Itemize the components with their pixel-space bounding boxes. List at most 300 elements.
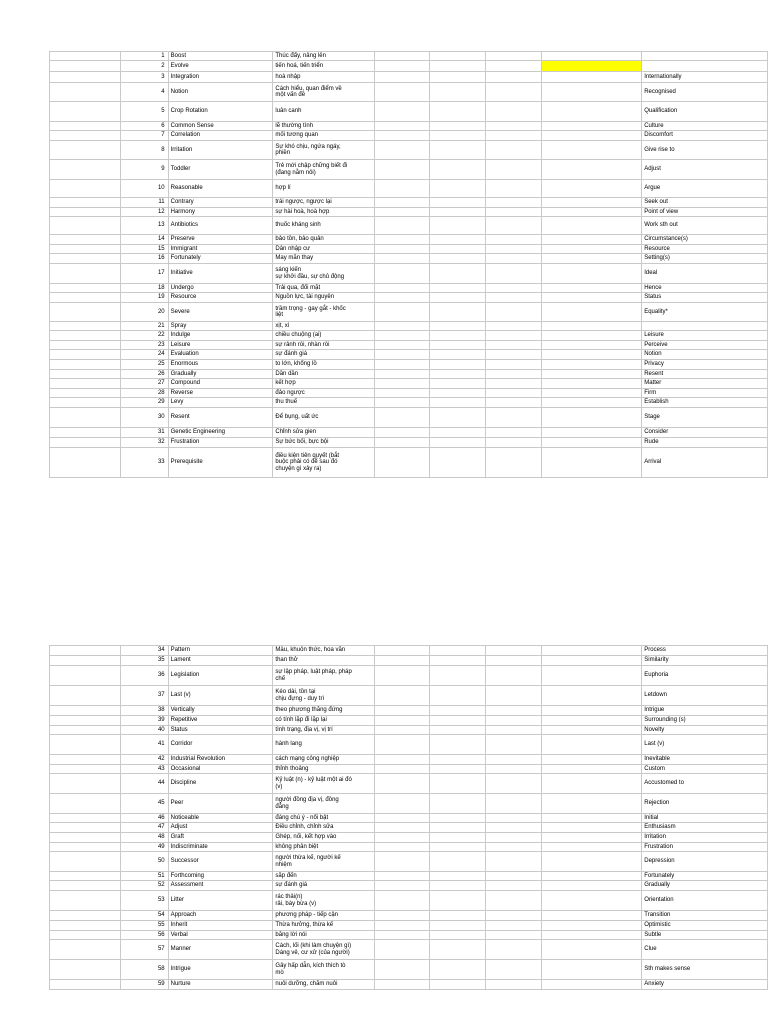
empty-cell	[485, 814, 541, 823]
empty-cell	[541, 350, 642, 360]
empty-cell	[50, 72, 121, 83]
empty-cell	[485, 706, 541, 716]
meaning-cell: kết hợp	[273, 379, 375, 389]
vocab-row	[50, 980, 768, 990]
word2-cell: Novelty	[642, 726, 768, 735]
vocab-row	[50, 341, 768, 350]
meaning-cell: Nguồn lực, tài nguyên	[273, 293, 375, 303]
meaning-cell: Trẻ mới chập chững biết đi (đang nằm nôi)	[273, 160, 375, 180]
word2-cell: Establish	[642, 398, 768, 408]
empty-cell	[50, 438, 121, 448]
word2-cell: Frustration	[642, 843, 768, 852]
word-cell: Status	[168, 726, 273, 735]
empty-cell	[429, 814, 485, 823]
row-number: 33	[120, 448, 168, 478]
empty-cell	[375, 408, 430, 428]
row-number: 59	[120, 980, 168, 990]
empty-cell	[485, 398, 541, 408]
word2-cell: Initial	[642, 814, 768, 823]
empty-cell	[429, 911, 485, 921]
empty-cell	[50, 52, 121, 61]
empty-cell	[429, 141, 485, 160]
meaning-cell: than thở	[273, 656, 375, 666]
word2-cell: Intrigue	[642, 706, 768, 716]
empty-cell	[375, 180, 430, 198]
vocab-table-2	[49, 645, 768, 990]
meaning-cell: to lớn, khổng lồ	[273, 360, 375, 370]
empty-cell	[375, 656, 430, 666]
word2-cell	[642, 61, 768, 72]
row-number: 14	[120, 235, 168, 245]
vocab-row	[50, 379, 768, 389]
empty-cell	[485, 774, 541, 794]
empty-cell	[541, 646, 642, 656]
empty-cell	[375, 940, 430, 960]
row-number: 7	[120, 131, 168, 141]
empty-cell	[429, 122, 485, 131]
row-number: 1	[120, 52, 168, 61]
empty-cell	[541, 198, 642, 208]
empty-cell	[541, 735, 642, 755]
row-number: 12	[120, 208, 168, 217]
empty-cell	[50, 881, 121, 891]
empty-cell	[429, 686, 485, 706]
meaning-cell: sự hài hoà, hoà hợp	[273, 208, 375, 217]
empty-cell	[541, 428, 642, 438]
row-number: 29	[120, 398, 168, 408]
vocab-row	[50, 284, 768, 293]
word-cell: Noticeable	[168, 814, 273, 823]
empty-cell	[375, 398, 430, 408]
empty-cell	[375, 122, 430, 131]
empty-cell	[429, 931, 485, 940]
empty-cell	[541, 931, 642, 940]
empty-cell	[485, 264, 541, 284]
meaning-cell: xịt, xì	[273, 322, 375, 331]
empty-cell	[429, 293, 485, 303]
row-number: 49	[120, 843, 168, 852]
meaning-cell: nuôi dưỡng, chăm nuôi	[273, 980, 375, 990]
vocab-row	[50, 160, 768, 180]
row-number: 58	[120, 960, 168, 980]
empty-cell	[375, 160, 430, 180]
empty-cell	[375, 438, 430, 448]
meaning-cell: Dần dần	[273, 370, 375, 379]
meaning-cell: Kỷ luật (n) - kỷ luật một ai đó (v)	[273, 774, 375, 794]
empty-cell	[541, 102, 642, 122]
empty-cell	[429, 379, 485, 389]
empty-cell	[541, 843, 642, 852]
meaning-cell: có tính lặp đi lặp lại	[273, 716, 375, 726]
empty-cell	[375, 960, 430, 980]
empty-cell	[50, 823, 121, 833]
empty-cell	[375, 735, 430, 755]
empty-cell	[50, 293, 121, 303]
empty-cell	[375, 131, 430, 141]
word-cell: Boost	[168, 52, 273, 61]
empty-cell	[541, 666, 642, 686]
empty-cell	[429, 264, 485, 284]
empty-cell	[375, 303, 430, 322]
word-cell: Spray	[168, 322, 273, 331]
empty-cell	[485, 666, 541, 686]
row-number: 5	[120, 102, 168, 122]
word2-cell: Work sth out	[642, 217, 768, 235]
word2-cell: Consider	[642, 428, 768, 438]
word2-cell: Rejection	[642, 794, 768, 814]
word-cell: Undergo	[168, 284, 273, 293]
vocab-row	[50, 398, 768, 408]
meaning-cell: thỉnh thoảng	[273, 765, 375, 774]
empty-cell	[429, 370, 485, 379]
empty-cell	[541, 686, 642, 706]
vocab-row	[50, 686, 768, 706]
empty-cell	[50, 666, 121, 686]
vocab-row	[50, 931, 768, 940]
empty-cell	[429, 774, 485, 794]
vocab-row	[50, 52, 768, 61]
word2-cell: Resource	[642, 245, 768, 254]
empty-cell	[541, 341, 642, 350]
meaning-cell: Chỉnh sửa gien	[273, 428, 375, 438]
word-cell: Frustration	[168, 438, 273, 448]
word2-cell: Gradually	[642, 881, 768, 891]
vocab-row	[50, 940, 768, 960]
word-cell: Prerequisite	[168, 448, 273, 478]
row-number: 15	[120, 245, 168, 254]
vocab-row	[50, 765, 768, 774]
empty-cell	[375, 852, 430, 872]
vocab-row	[50, 666, 768, 686]
meaning-cell: đảo ngược	[273, 389, 375, 398]
empty-cell	[485, 656, 541, 666]
empty-cell	[541, 960, 642, 980]
empty-cell	[541, 160, 642, 180]
empty-cell	[541, 852, 642, 872]
empty-cell	[429, 881, 485, 891]
word2-cell: Accustomed to	[642, 774, 768, 794]
empty-cell	[485, 141, 541, 160]
empty-cell	[429, 131, 485, 141]
row-number: 18	[120, 284, 168, 293]
word-cell: Contrary	[168, 198, 273, 208]
empty-cell	[541, 774, 642, 794]
empty-cell	[541, 656, 642, 666]
empty-cell	[375, 245, 430, 254]
empty-cell	[429, 735, 485, 755]
empty-cell	[485, 72, 541, 83]
vocab-row	[50, 102, 768, 122]
empty-cell	[50, 706, 121, 716]
empty-cell	[485, 872, 541, 881]
word-cell: Repetitive	[168, 716, 273, 726]
empty-cell	[429, 284, 485, 293]
empty-cell	[541, 208, 642, 217]
word2-cell: Process	[642, 646, 768, 656]
empty-cell	[50, 940, 121, 960]
empty-cell	[429, 52, 485, 61]
empty-cell	[375, 814, 430, 823]
empty-cell	[541, 980, 642, 990]
vocab-row	[50, 122, 768, 131]
empty-cell	[429, 83, 485, 102]
word2-cell: Firm	[642, 389, 768, 398]
word2-cell: Sth makes sense	[642, 960, 768, 980]
meaning-cell: Thúc đẩy, nâng lên	[273, 52, 375, 61]
vocab-row	[50, 716, 768, 726]
empty-cell	[485, 438, 541, 448]
empty-cell	[541, 217, 642, 235]
word2-cell: Subtle	[642, 931, 768, 940]
empty-cell	[485, 284, 541, 293]
empty-cell	[485, 180, 541, 198]
empty-cell	[375, 706, 430, 716]
row-number: 9	[120, 160, 168, 180]
empty-cell	[50, 370, 121, 379]
meaning-cell: người thừa kế, người kế nhiệm	[273, 852, 375, 872]
empty-cell	[429, 980, 485, 990]
empty-cell	[375, 980, 430, 990]
word2-cell: Setting(s)	[642, 254, 768, 264]
empty-cell	[375, 52, 430, 61]
word-cell: Preserve	[168, 235, 273, 245]
empty-cell	[541, 716, 642, 726]
empty-cell	[50, 61, 121, 72]
empty-cell	[485, 61, 541, 72]
empty-cell	[485, 122, 541, 131]
empty-cell	[429, 208, 485, 217]
meaning-cell: Thừa hưởng, thừa kế	[273, 921, 375, 931]
word2-cell	[642, 322, 768, 331]
empty-cell	[375, 448, 430, 478]
word2-cell: Culture	[642, 122, 768, 131]
empty-cell	[429, 960, 485, 980]
row-number: 37	[120, 686, 168, 706]
vocab-row	[50, 264, 768, 284]
word-cell: Resource	[168, 293, 273, 303]
empty-cell	[50, 264, 121, 284]
row-number: 47	[120, 823, 168, 833]
word2-cell: Irritation	[642, 833, 768, 843]
meaning-cell: May mắn thay	[273, 254, 375, 264]
empty-cell	[541, 726, 642, 735]
empty-cell	[485, 293, 541, 303]
empty-cell	[541, 823, 642, 833]
empty-cell	[485, 881, 541, 891]
meaning-cell: hợp lí	[273, 180, 375, 198]
meaning-cell: sự rảnh rỗi, nhàn rỗi	[273, 341, 375, 350]
empty-cell	[541, 245, 642, 254]
row-number: 57	[120, 940, 168, 960]
empty-cell	[429, 716, 485, 726]
row-number: 51	[120, 872, 168, 881]
word2-cell: Stage	[642, 408, 768, 428]
row-number: 31	[120, 428, 168, 438]
empty-cell	[429, 360, 485, 370]
vocab-row	[50, 217, 768, 235]
empty-cell	[375, 235, 430, 245]
empty-cell	[541, 264, 642, 284]
meaning-cell: sắp đến	[273, 872, 375, 881]
empty-cell	[541, 284, 642, 293]
empty-cell	[485, 83, 541, 102]
empty-cell	[429, 921, 485, 931]
empty-cell	[485, 350, 541, 360]
word-cell: Irritation	[168, 141, 273, 160]
empty-cell	[485, 755, 541, 765]
empty-cell	[541, 872, 642, 881]
empty-cell	[485, 408, 541, 428]
empty-cell	[375, 774, 430, 794]
row-number: 6	[120, 122, 168, 131]
empty-cell	[50, 83, 121, 102]
empty-cell	[429, 755, 485, 765]
empty-cell	[541, 940, 642, 960]
word-cell: Successor	[168, 852, 273, 872]
word-cell: Indiscriminate	[168, 843, 273, 852]
empty-cell	[50, 646, 121, 656]
meaning-cell: Cách, lối (khi làm chuyện gì) Dáng vẻ, cư xử (của người)	[273, 940, 375, 960]
empty-cell	[485, 389, 541, 398]
empty-cell	[50, 284, 121, 293]
empty-cell	[375, 254, 430, 264]
meaning-cell: trầm trọng - gay gắt - khốc liệt	[273, 303, 375, 322]
word2-cell: Custom	[642, 765, 768, 774]
empty-cell	[485, 891, 541, 911]
empty-cell	[485, 131, 541, 141]
row-number: 13	[120, 217, 168, 235]
empty-cell	[485, 833, 541, 843]
word-cell: Inherit	[168, 921, 273, 931]
word-cell: Evaluation	[168, 350, 273, 360]
empty-cell	[375, 716, 430, 726]
vocab-row	[50, 235, 768, 245]
empty-cell	[541, 83, 642, 102]
empty-cell	[429, 61, 485, 72]
vocab-row	[50, 370, 768, 379]
empty-cell	[50, 408, 121, 428]
empty-cell	[485, 160, 541, 180]
empty-cell	[375, 264, 430, 284]
empty-cell	[375, 102, 430, 122]
empty-cell	[50, 235, 121, 245]
empty-cell	[50, 960, 121, 980]
word-cell: Leisure	[168, 341, 273, 350]
empty-cell	[375, 833, 430, 843]
empty-cell	[485, 208, 541, 217]
word2-cell: Letdown	[642, 686, 768, 706]
empty-cell	[50, 833, 121, 843]
word-cell: Compound	[168, 379, 273, 389]
empty-cell	[50, 814, 121, 823]
empty-cell	[541, 438, 642, 448]
empty-cell	[50, 217, 121, 235]
meaning-cell: phương pháp - tiếp cận	[273, 911, 375, 921]
empty-cell	[50, 726, 121, 735]
empty-cell	[50, 141, 121, 160]
row-number: 32	[120, 438, 168, 448]
empty-cell	[429, 823, 485, 833]
row-number: 20	[120, 303, 168, 322]
word-cell: Reasonable	[168, 180, 273, 198]
word-cell: Resent	[168, 408, 273, 428]
row-number: 46	[120, 814, 168, 823]
vocab-row	[50, 350, 768, 360]
word2-cell: Resent	[642, 370, 768, 379]
empty-cell	[50, 931, 121, 940]
vocab-row	[50, 911, 768, 921]
empty-cell	[375, 83, 430, 102]
meaning-cell: thuốc kháng sinh	[273, 217, 375, 235]
row-number: 38	[120, 706, 168, 716]
empty-cell	[375, 931, 430, 940]
word2-cell: Adjust	[642, 160, 768, 180]
row-number: 40	[120, 726, 168, 735]
vocab-row	[50, 833, 768, 843]
empty-cell	[50, 852, 121, 872]
vocab-row	[50, 921, 768, 931]
empty-cell	[485, 843, 541, 852]
vocab-row	[50, 198, 768, 208]
empty-cell	[50, 428, 121, 438]
empty-cell	[485, 428, 541, 438]
row-number: 22	[120, 331, 168, 341]
word2-cell: Recognised	[642, 83, 768, 102]
empty-cell	[50, 350, 121, 360]
empty-cell	[375, 843, 430, 852]
empty-cell	[541, 52, 642, 61]
word-cell: Verbal	[168, 931, 273, 940]
word2-cell: Last (v)	[642, 735, 768, 755]
meaning-cell: Gây hấp dẫn, kích thích tò mò	[273, 960, 375, 980]
word-cell: Approach	[168, 911, 273, 921]
row-number: 39	[120, 716, 168, 726]
word2-cell: Optimistic	[642, 921, 768, 931]
word-cell: Adjust	[168, 823, 273, 833]
row-number: 42	[120, 755, 168, 765]
empty-cell	[375, 208, 430, 217]
empty-cell	[375, 322, 430, 331]
empty-cell	[485, 322, 541, 331]
word-cell: Crop Rotation	[168, 102, 273, 122]
empty-cell	[50, 843, 121, 852]
empty-cell	[541, 921, 642, 931]
empty-cell	[375, 72, 430, 83]
empty-cell	[375, 389, 430, 398]
word2-cell: Status	[642, 293, 768, 303]
empty-cell	[50, 198, 121, 208]
word-cell: Litter	[168, 891, 273, 911]
word-cell: Pattern	[168, 646, 273, 656]
empty-cell	[50, 322, 121, 331]
empty-cell	[541, 141, 642, 160]
row-number: 8	[120, 141, 168, 160]
empty-cell	[429, 389, 485, 398]
word-cell: Harmony	[168, 208, 273, 217]
row-number: 44	[120, 774, 168, 794]
word-cell: Last (v)	[168, 686, 273, 706]
empty-cell	[485, 360, 541, 370]
word-cell: Corridor	[168, 735, 273, 755]
empty-cell	[375, 755, 430, 765]
row-number: 24	[120, 350, 168, 360]
empty-cell	[429, 706, 485, 716]
row-number: 52	[120, 881, 168, 891]
empty-cell	[429, 872, 485, 881]
vocab-row	[50, 322, 768, 331]
empty-cell	[50, 331, 121, 341]
vocab-row	[50, 360, 768, 370]
